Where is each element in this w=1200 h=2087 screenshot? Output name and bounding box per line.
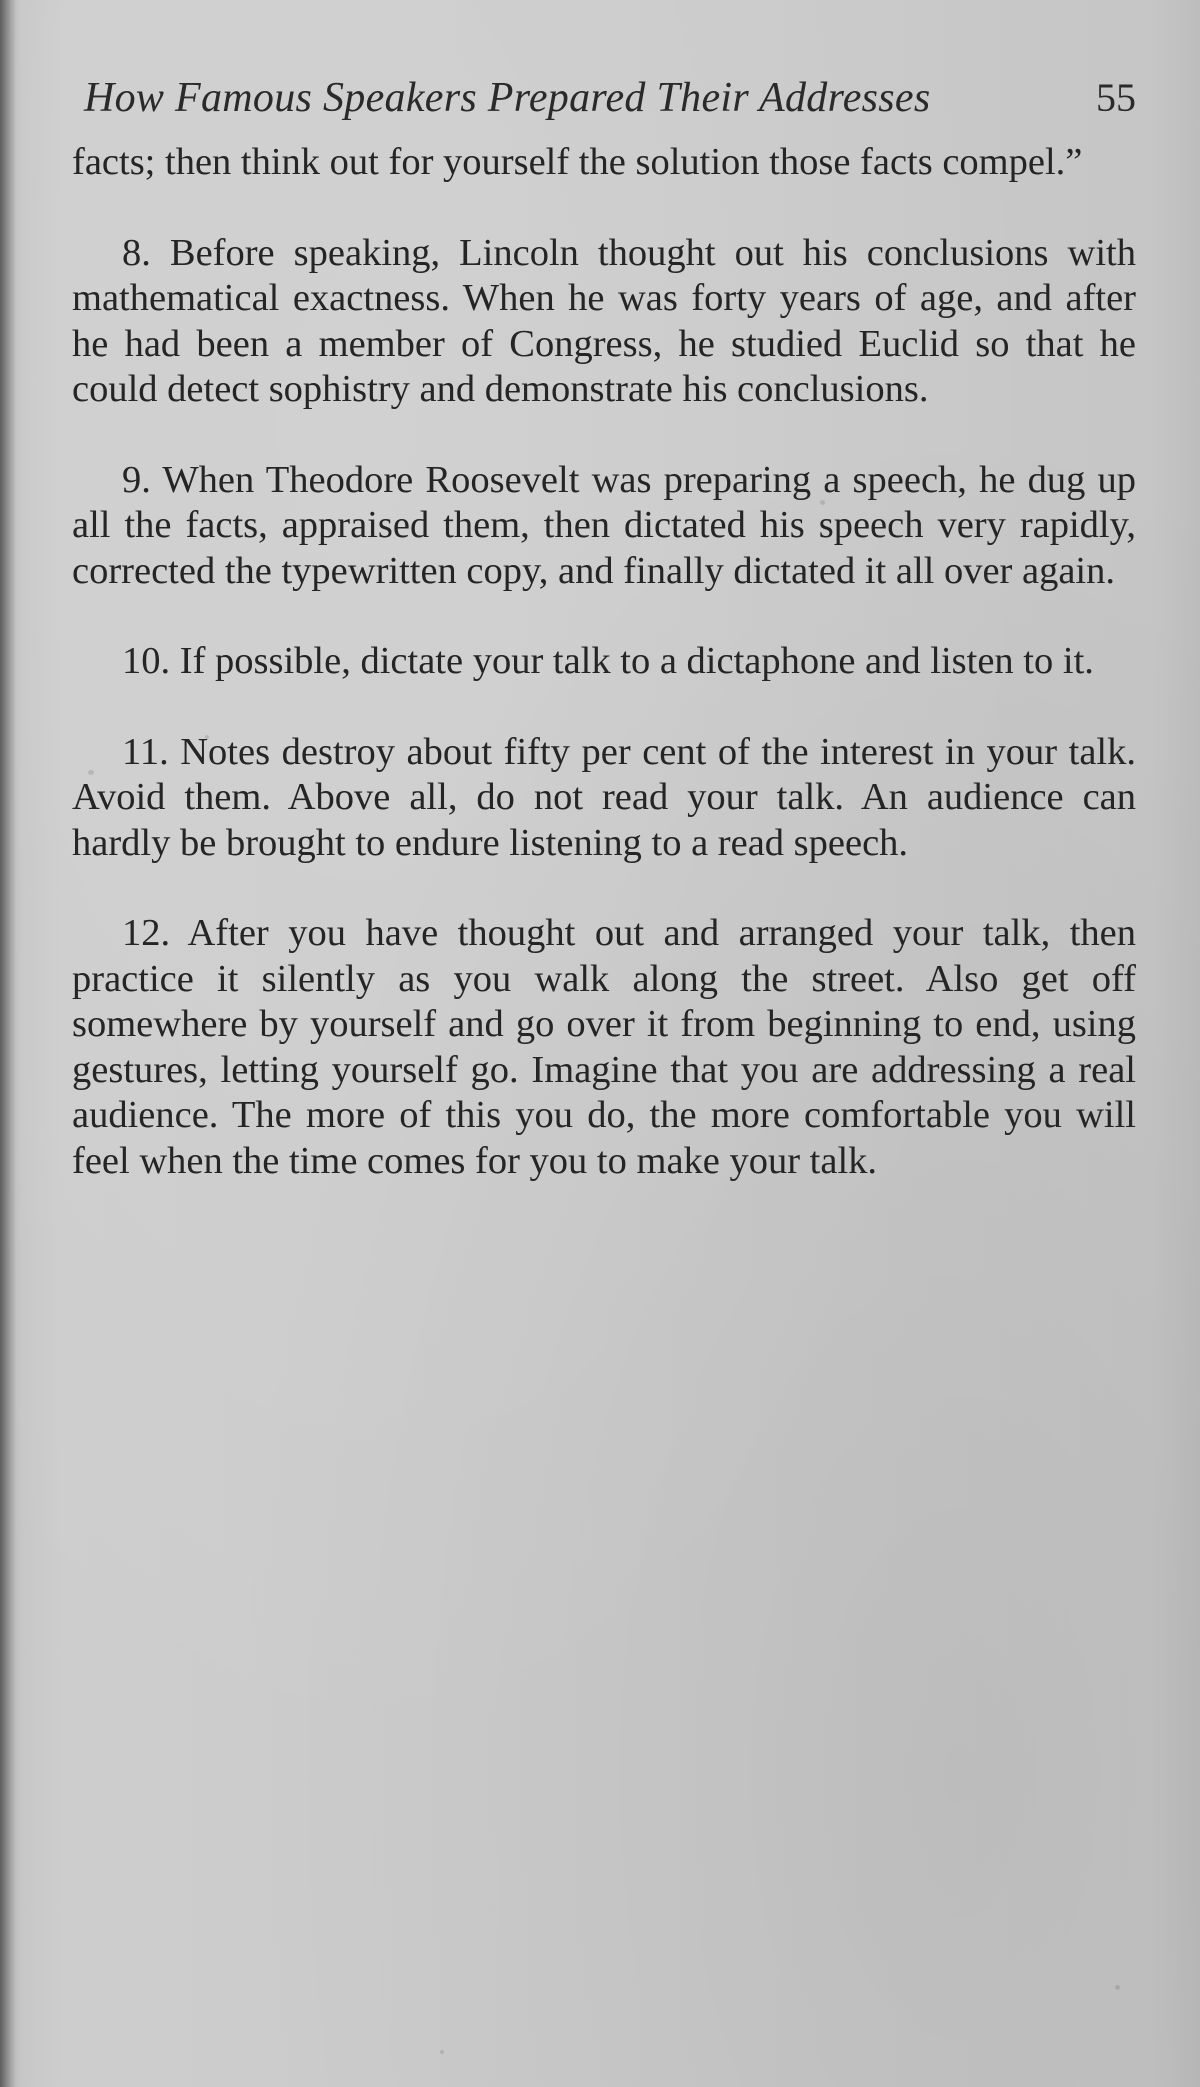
body-text: [72, 140, 1136, 1184]
continuation-paragraph: facts; then think out for yourself the solution those facts compel.”: [72, 141, 1083, 183]
running-head: [84, 70, 1136, 126]
numbered-paragraph-12: 12. After you have thought out and arranged your talk, then practice it silently as you walk along the street. Also get off somewhere by yourself and go over it from beginning to end, using gestures, letting yourself go. Imagine that you are addressing a real audience. The more of this you do, the more comfortable you will feel when the time comes for you to make your talk.: [72, 912, 1136, 1182]
numbered-paragraph-8: 8. Before speaking, Lincoln thought out his conclusions with mathematical exactness. When he was forty years of age, and after he had been a member of Congress, he studied Euclid so that he could detect sophistry and demonstrate his conclusions.: [72, 231, 1136, 410]
page-number: 55: [1096, 75, 1136, 120]
numbered-paragraph-10: 10. If possible, dictate your talk to a dictaphone and listen to it.: [122, 640, 1094, 682]
numbered-paragraph-9: 9. When Theodore Roosevelt was preparing a speech, he dug up all the facts, appraised them, then dictated his speech very rapidly, corrected the typewritten copy, and finally dictated it all over again.: [72, 458, 1136, 592]
numbered-paragraph-11: 11. Notes destroy about fifty per cent of the interest in your talk. Avoid them. Above all, do not read your talk. An audience can hardly be brought to endure listening to a read speech.: [72, 730, 1136, 864]
book-spine-shadow: [0, 0, 16, 2087]
running-title: How Famous Speakers Prepared Their Addresses: [84, 75, 931, 121]
paper-speck: [1115, 1985, 1120, 1990]
paper-speck: [440, 2050, 444, 2054]
